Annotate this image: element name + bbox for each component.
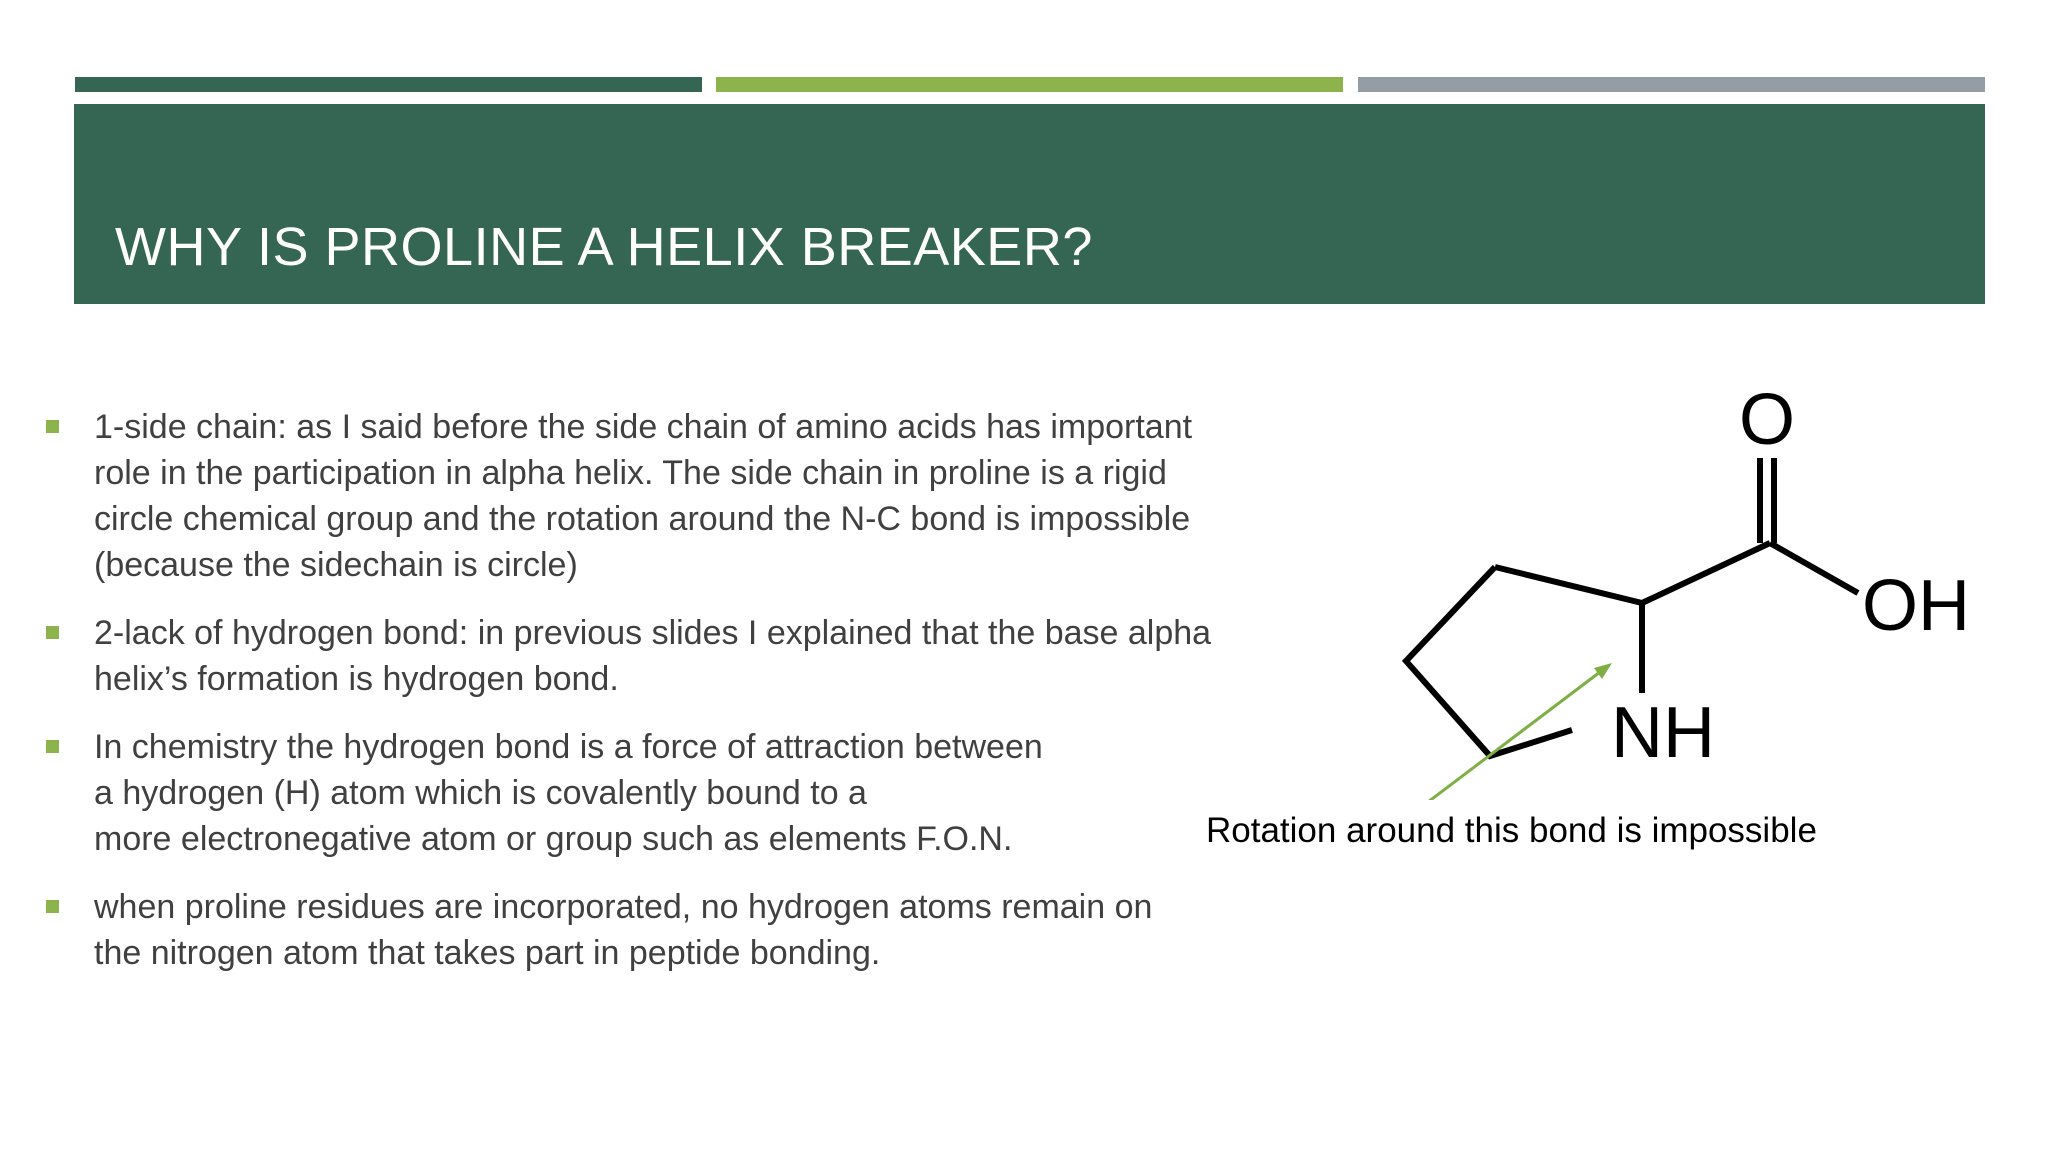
bullet-square-icon <box>46 420 59 433</box>
atom-nh-label: NH <box>1611 693 1715 773</box>
bullet-line: 1-side chain: as I said before the side chain of amino acids has important <box>94 408 1193 446</box>
bullet-item-hydrogen-bond <box>40 610 1270 702</box>
accent-bar-gray <box>1358 77 1985 92</box>
accent-bar-dark-green <box>75 77 702 92</box>
ring-bond-top <box>1495 567 1642 603</box>
bullet-line: In chemistry the hydrogen bond is a force of attraction between <box>94 728 1043 766</box>
proline-structure-diagram <box>1380 380 2000 800</box>
bullet-item-side-chain <box>40 404 1270 588</box>
ca-c-bond <box>1642 543 1770 603</box>
c-oh-bond <box>1770 543 1858 593</box>
atom-oh-label: OH <box>1862 566 1970 646</box>
arrow-head-icon <box>1594 663 1612 679</box>
bullet-line: circle chemical group and the rotation around the N-C bond is impossible <box>94 500 1191 538</box>
bullet-line: 2-lack of hydrogen bond: in previous slides I explained that the base alpha <box>94 614 1212 652</box>
bullet-list <box>40 404 1270 998</box>
bullet-line: a hydrogen (H) atom which is covalently bound to a <box>94 774 867 812</box>
slide-title: WHY IS PROLINE A HELIX BREAKER? <box>115 217 1093 277</box>
bullet-line: (because the sidechain is circle) <box>94 546 578 584</box>
diagram-caption: Rotation around this bond is impossible <box>1206 811 1817 850</box>
bullet-square-icon <box>46 900 59 913</box>
bullet-line: when proline residues are incorporated, no hydrogen atoms remain on <box>94 888 1153 926</box>
bullet-square-icon <box>46 740 59 753</box>
arrow-icon <box>1428 672 1600 800</box>
bullet-line: the nitrogen atom that takes part in peptide bonding. <box>94 934 881 972</box>
bullet-line: more electronegative atom or group such as elements F.O.N. <box>94 820 1013 858</box>
bullet-square-icon <box>46 626 59 639</box>
bullet-item-proline-residues <box>40 884 1270 976</box>
ring-bonds <box>1406 567 1572 756</box>
accent-bar-light-green <box>716 77 1343 92</box>
atom-o-label: O <box>1738 380 1796 460</box>
bullet-item-chemistry-definition <box>40 724 1270 862</box>
bullet-line: role in the participation in alpha helix. The side chain in proline is a rigid <box>94 454 1167 492</box>
bullet-line: helix’s formation is hydrogen bond. <box>94 660 619 698</box>
